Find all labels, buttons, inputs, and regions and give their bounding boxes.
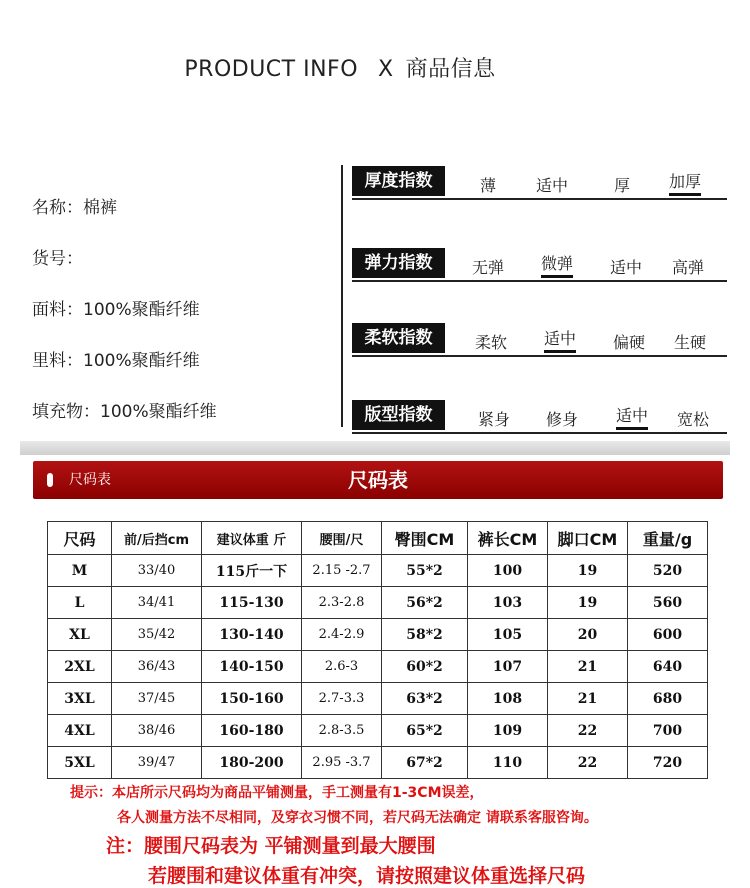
index-option: 薄	[480, 176, 497, 195]
index-underline	[352, 280, 727, 282]
table-cell: 21	[548, 683, 628, 715]
banner-small-label: 尺码表	[69, 472, 111, 488]
table-cell: 21	[548, 651, 628, 683]
note-line-2: 若腰围和建议体重有冲突，请按照建议体重选择尺码	[148, 865, 586, 887]
table-cell: 38/46	[112, 715, 202, 747]
table-cell: 22	[548, 747, 628, 779]
table-row	[48, 747, 708, 779]
table-cell: 108	[468, 683, 548, 715]
size-chart-banner	[33, 461, 723, 499]
table-row	[48, 587, 708, 619]
table-cell: 2.95 -3.7	[302, 747, 382, 779]
table-cell: 2.6-3	[302, 651, 382, 683]
table-cell: 56*2	[382, 587, 468, 619]
table-cell: 2XL	[48, 651, 112, 683]
table-cell: 33/40	[112, 555, 202, 587]
table-row	[48, 651, 708, 683]
index-option-selected: 适中	[616, 403, 648, 430]
col-header-waist: 腰围/尺	[302, 522, 382, 555]
col-header-length: 裤长CM	[468, 522, 548, 555]
table-cell: 22	[548, 715, 628, 747]
table-cell: 35/42	[112, 619, 202, 651]
index-option-selected: 适中	[544, 326, 576, 353]
table-cell: 560	[628, 587, 708, 619]
table-cell: 600	[628, 619, 708, 651]
table-row	[48, 619, 708, 651]
table-cell: 19	[548, 555, 628, 587]
index-option: 无弹	[472, 258, 505, 277]
banner-title: 尺码表	[348, 468, 408, 492]
table-cell: 4XL	[48, 715, 112, 747]
index-option: 紧身	[478, 410, 511, 429]
index-option: 生硬	[674, 333, 707, 352]
table-cell: 130-140	[202, 619, 302, 651]
table-cell: 19	[548, 587, 628, 619]
info-lining: 里料：100%聚酯纤维	[32, 351, 200, 371]
tip-line-2: 各人测量方法不尽相同，及穿衣习惯不同，若尺码无法确定 请联系客服咨询。	[117, 810, 598, 826]
index-underline	[352, 432, 727, 434]
table-cell: 160-180	[202, 715, 302, 747]
col-header-size: 尺码	[48, 522, 112, 555]
note-line-1: 注：腰围尺码表为 平铺测量到最大腰围	[106, 835, 436, 857]
table-cell: 2.8-3.5	[302, 715, 382, 747]
table-cell: 63*2	[382, 683, 468, 715]
table-cell: 100	[468, 555, 548, 587]
table-row	[48, 683, 708, 715]
table-row	[48, 555, 708, 587]
table-row	[48, 715, 708, 747]
index-option: 高弹	[672, 258, 705, 277]
index-label: 厚度指数	[352, 166, 445, 196]
table-cell: 105	[468, 619, 548, 651]
table-cell: 520	[628, 555, 708, 587]
table-cell: 67*2	[382, 747, 468, 779]
index-option: 修身	[546, 410, 579, 429]
index-option: 柔软	[475, 333, 508, 352]
table-cell: 2.3-2.8	[302, 587, 382, 619]
info-filling: 填充物：100%聚酯纤维	[32, 402, 217, 422]
table-cell: 109	[468, 715, 548, 747]
table-cell: 55*2	[382, 555, 468, 587]
table-cell: 20	[548, 619, 628, 651]
info-name: 名称：棉裤	[32, 198, 117, 218]
info-fabric: 面料：100%聚酯纤维	[32, 300, 200, 320]
table-cell: 700	[628, 715, 708, 747]
table-cell: 110	[468, 747, 548, 779]
table-cell: 680	[628, 683, 708, 715]
table-cell: 2.7-3.3	[302, 683, 382, 715]
table-cell: 65*2	[382, 715, 468, 747]
title-separator: X	[378, 57, 394, 82]
table-cell: 60*2	[382, 651, 468, 683]
table-cell: 2.15 -2.7	[302, 555, 382, 587]
table-cell: M	[48, 555, 112, 587]
info-sku: 货号：	[32, 249, 83, 269]
table-cell: 720	[628, 747, 708, 779]
index-option: 适中	[610, 258, 643, 277]
table-cell: 36/43	[112, 651, 202, 683]
table-cell: 39/47	[112, 747, 202, 779]
table-cell: 34/41	[112, 587, 202, 619]
tip-line-1: 提示：本店所示尺码均为商品平铺测量，手工测量有1-3CM误差，	[70, 785, 484, 801]
index-option: 偏硬	[613, 333, 646, 352]
col-header-rise: 前/后挡cm	[112, 522, 202, 555]
index-underline	[352, 198, 727, 200]
title-chinese: 商品信息	[405, 57, 496, 82]
col-header-hip: 臀围CM	[382, 522, 468, 555]
table-cell: 180-200	[202, 747, 302, 779]
table-cell: 37/45	[112, 683, 202, 715]
index-label: 版型指数	[352, 400, 445, 430]
page-title	[0, 52, 680, 83]
index-elasticity	[352, 248, 727, 282]
size-table	[47, 521, 708, 779]
index-option-selected: 微弹	[541, 251, 573, 278]
index-option: 厚	[614, 176, 631, 195]
index-thickness	[352, 166, 727, 200]
table-cell: 2.4-2.9	[302, 619, 382, 651]
table-cell: 5XL	[48, 747, 112, 779]
table-cell: 58*2	[382, 619, 468, 651]
index-fit	[352, 400, 727, 434]
index-option-selected: 加厚	[669, 169, 701, 196]
index-underline	[352, 355, 727, 357]
table-cell: L	[48, 587, 112, 619]
col-header-weight: 重量/g	[628, 522, 708, 555]
index-option: 适中	[536, 176, 569, 195]
index-softness	[352, 323, 727, 357]
section-separator	[20, 441, 730, 455]
table-cell: 103	[468, 587, 548, 619]
table-cell: 107	[468, 651, 548, 683]
table-cell: 115斤一下	[202, 555, 302, 587]
table-cell: 115-130	[202, 587, 302, 619]
table-cell: 140-150	[202, 651, 302, 683]
vertical-divider	[341, 165, 343, 427]
table-cell: XL	[48, 619, 112, 651]
col-header-hem: 脚口CM	[548, 522, 628, 555]
index-label: 柔软指数	[352, 323, 445, 353]
table-cell: 640	[628, 651, 708, 683]
table-cell: 3XL	[48, 683, 112, 715]
table-cell: 150-160	[202, 683, 302, 715]
col-header-weight-suggest: 建议体重 斤	[202, 522, 302, 555]
index-option: 宽松	[677, 410, 710, 429]
title-english: PRODUCT INFO	[184, 57, 359, 82]
table-header-row	[48, 522, 708, 555]
index-label: 弹力指数	[352, 248, 445, 278]
